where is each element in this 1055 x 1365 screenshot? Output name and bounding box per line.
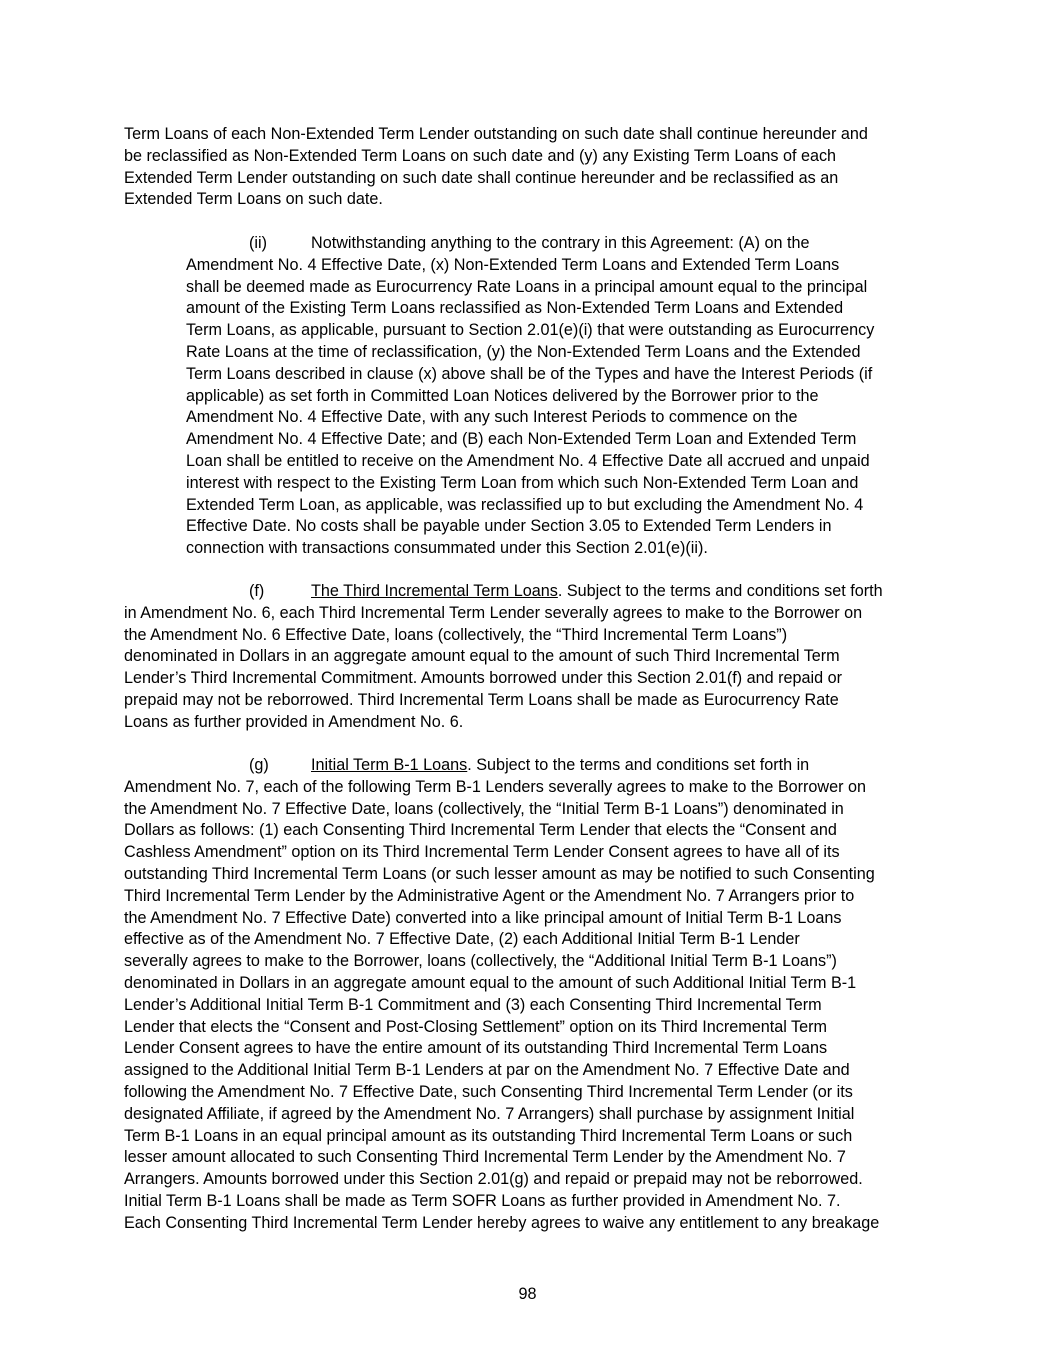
text-line: connection with transactions consummated under this Section 2.01(e)(ii).: [186, 539, 708, 558]
paragraph-g: [124, 755, 930, 1235]
text-line: severally agrees to make to the Borrower, loans (collectively, the “Additional Initial Term B-1 Loans”): [124, 952, 837, 971]
text-line: Term B-1 Loans in an equal principal amount as its outstanding Third Incremental Term Loans or such: [124, 1126, 853, 1145]
text-line: denominated in Dollars in an aggregate amount equal to the amount of such Additional Initial Term B-1: [124, 973, 857, 992]
section-heading: The Third Incremental Term Loans: [311, 582, 558, 600]
text-line: assigned to the Additional Initial Term B-1 Lenders at par on the Amendment No. 7 Effective Date and: [124, 1061, 850, 1080]
text-line: Lender that elects the “Consent and Post-Closing Settlement” option on its Third Incremental Term: [124, 1017, 828, 1036]
text-line: be reclassified as Non-Extended Term Loans on such date and (y) any Existing Term Loans of each: [124, 146, 837, 165]
text-line: effective as of the Amendment No. 7 Effective Date, (2) each Additional Initial Term B-1 Lender: [124, 930, 800, 949]
text-line: [186, 233, 922, 255]
text-line: lesser amount allocated to such Consenting Third Incremental Term Lender by the Amendment No. 7: [124, 1148, 846, 1167]
text-line: designated Affiliate, if agreed by the Amendment No. 7 Arrangers) shall purchase by assignment Initial: [124, 1104, 855, 1123]
text-line: Extended Term Loans on such date.: [124, 190, 383, 209]
text-line: Arrangers. Amounts borrowed under this Section 2.01(g) and repaid or prepaid may not be reborrowed.: [124, 1170, 863, 1189]
clause-label: (f): [249, 582, 265, 600]
text-line: Lender’s Additional Initial Term B-1 Commitment and (3) each Consenting Third Incremental Term: [124, 995, 822, 1014]
text-line: Term Loans, as applicable, pursuant to Section 2.01(e)(i) that were outstanding as Eurocurrency: [186, 321, 875, 340]
text-line: prepaid may not be reborrowed. Third Incremental Term Loans shall be made as Eurocurrency Rate: [124, 690, 839, 709]
paragraph-f: [124, 581, 930, 734]
text-line: Extended Term Lender outstanding on such date shall continue hereunder and be reclassified as an: [124, 168, 839, 187]
text-line: Extended Term Loan, as applicable, was reclassified up to but excluding the Amendment No. 4: [186, 495, 864, 514]
text-line: shall be deemed made as Eurocurrency Rate Loans in a principal amount equal to the principal: [186, 277, 868, 296]
text-line: Lender Consent agrees to have the entire amount of its outstanding Third Incremental Term Loans: [124, 1039, 828, 1058]
text-line: Each Consenting Third Incremental Term Lender hereby agrees to waive any entitlement to any breakage: [124, 1213, 880, 1232]
text-line: [124, 581, 930, 603]
text-line: Amendment No. 7, each of the following Term B-1 Lenders severally agrees to make to the Borrower on: [124, 777, 867, 796]
clause-first-line: . Subject to the terms and conditions set forth in: [467, 756, 810, 774]
clause-first-line: Notwithstanding anything to the contrary in this Agreement: (A) on the: [311, 234, 810, 252]
text-line: Term Loans of each Non-Extended Term Lender outstanding on such date shall continue hereunder and: [124, 125, 868, 143]
section-heading: Initial Term B-1 Loans: [311, 756, 468, 774]
text-line: Loans as further provided in Amendment No. 6.: [124, 712, 464, 731]
text-line: applicable) as set forth in Committed Loan Notices delivered by the Borrower prior to the: [186, 386, 819, 405]
text-line: the Amendment No. 7 Effective Date) converted into a like principal amount of Initial Term B-1 Loans: [124, 908, 842, 927]
text-line: Rate Loans at the time of reclassification, (y) the Non-Extended Term Loans and the Extended: [186, 342, 861, 361]
page-number: 98: [518, 1285, 537, 1303]
text-line: [124, 755, 930, 777]
text-line: the Amendment No. 7 Effective Date, loans (collectively, the “Initial Term B-1 Loans”) denominated in: [124, 799, 844, 818]
text-line: Term Loans described in clause (x) above shall be of the Types and have the Interest Periods (if: [186, 364, 873, 383]
text-line: Third Incremental Term Lender by the Administrative Agent or the Amendment No. 7 Arrangers prior to: [124, 886, 855, 905]
text-line: Loan shall be entitled to receive on the Amendment No. 4 Effective Date all accrued and unpaid: [186, 451, 870, 470]
text-line: Lender’s Third Incremental Commitment. Amounts borrowed under this Section 2.01(f) and repaid or: [124, 669, 843, 688]
text-line: outstanding Third Incremental Term Loans (or such lesser amount as may be notified to such Consenting: [124, 864, 875, 883]
clause-label: (g): [249, 756, 269, 774]
text-line: the Amendment No. 6 Effective Date, loans (collectively, the “Third Incremental Term Loans”): [124, 625, 788, 644]
text-line: Amendment No. 4 Effective Date, with any such Interest Periods to commence on the: [186, 408, 798, 427]
text-line: Effective Date. No costs shall be payable under Section 3.05 to Extended Term Lenders in: [186, 517, 832, 536]
text-line: Initial Term B-1 Loans shall be made as Term SOFR Loans as further provided in Amendment No. 7.: [124, 1191, 841, 1210]
text-line: Dollars as follows: (1) each Consenting Third Incremental Term Lender that elects the “Consent and: [124, 821, 837, 840]
clause-first-line: . Subject to the terms and conditions set forth: [557, 582, 883, 600]
text-line: Amendment No. 4 Effective Date, (x) Non-Extended Term Loans and Extended Term Loans: [186, 255, 840, 274]
paragraph-continuation: [124, 124, 924, 211]
text-line: Amendment No. 4 Effective Date; and (B) each Non-Extended Term Loan and Extended Term: [186, 430, 857, 449]
paragraph-ii: [186, 233, 922, 560]
text-line: interest with respect to the Existing Term Loan from which such Non-Extended Term Loan and: [186, 473, 859, 492]
text-line: following the Amendment No. 7 Effective Date, such Consenting Third Incremental Term Lender (or its: [124, 1082, 853, 1101]
text-line: Cashless Amendment” option on its Third Incremental Term Lender Consent agrees to have all of its: [124, 843, 840, 862]
text-line: denominated in Dollars in an aggregate amount equal to the amount of such Third Incremental Term: [124, 647, 840, 666]
clause-label: (ii): [249, 234, 267, 252]
text-line: in Amendment No. 6, each Third Incremental Term Lender severally agrees to make to the Borrower on: [124, 603, 863, 622]
text-line: amount of the Existing Term Loans reclassified as Non-Extended Term Loans and Extended: [186, 299, 844, 318]
